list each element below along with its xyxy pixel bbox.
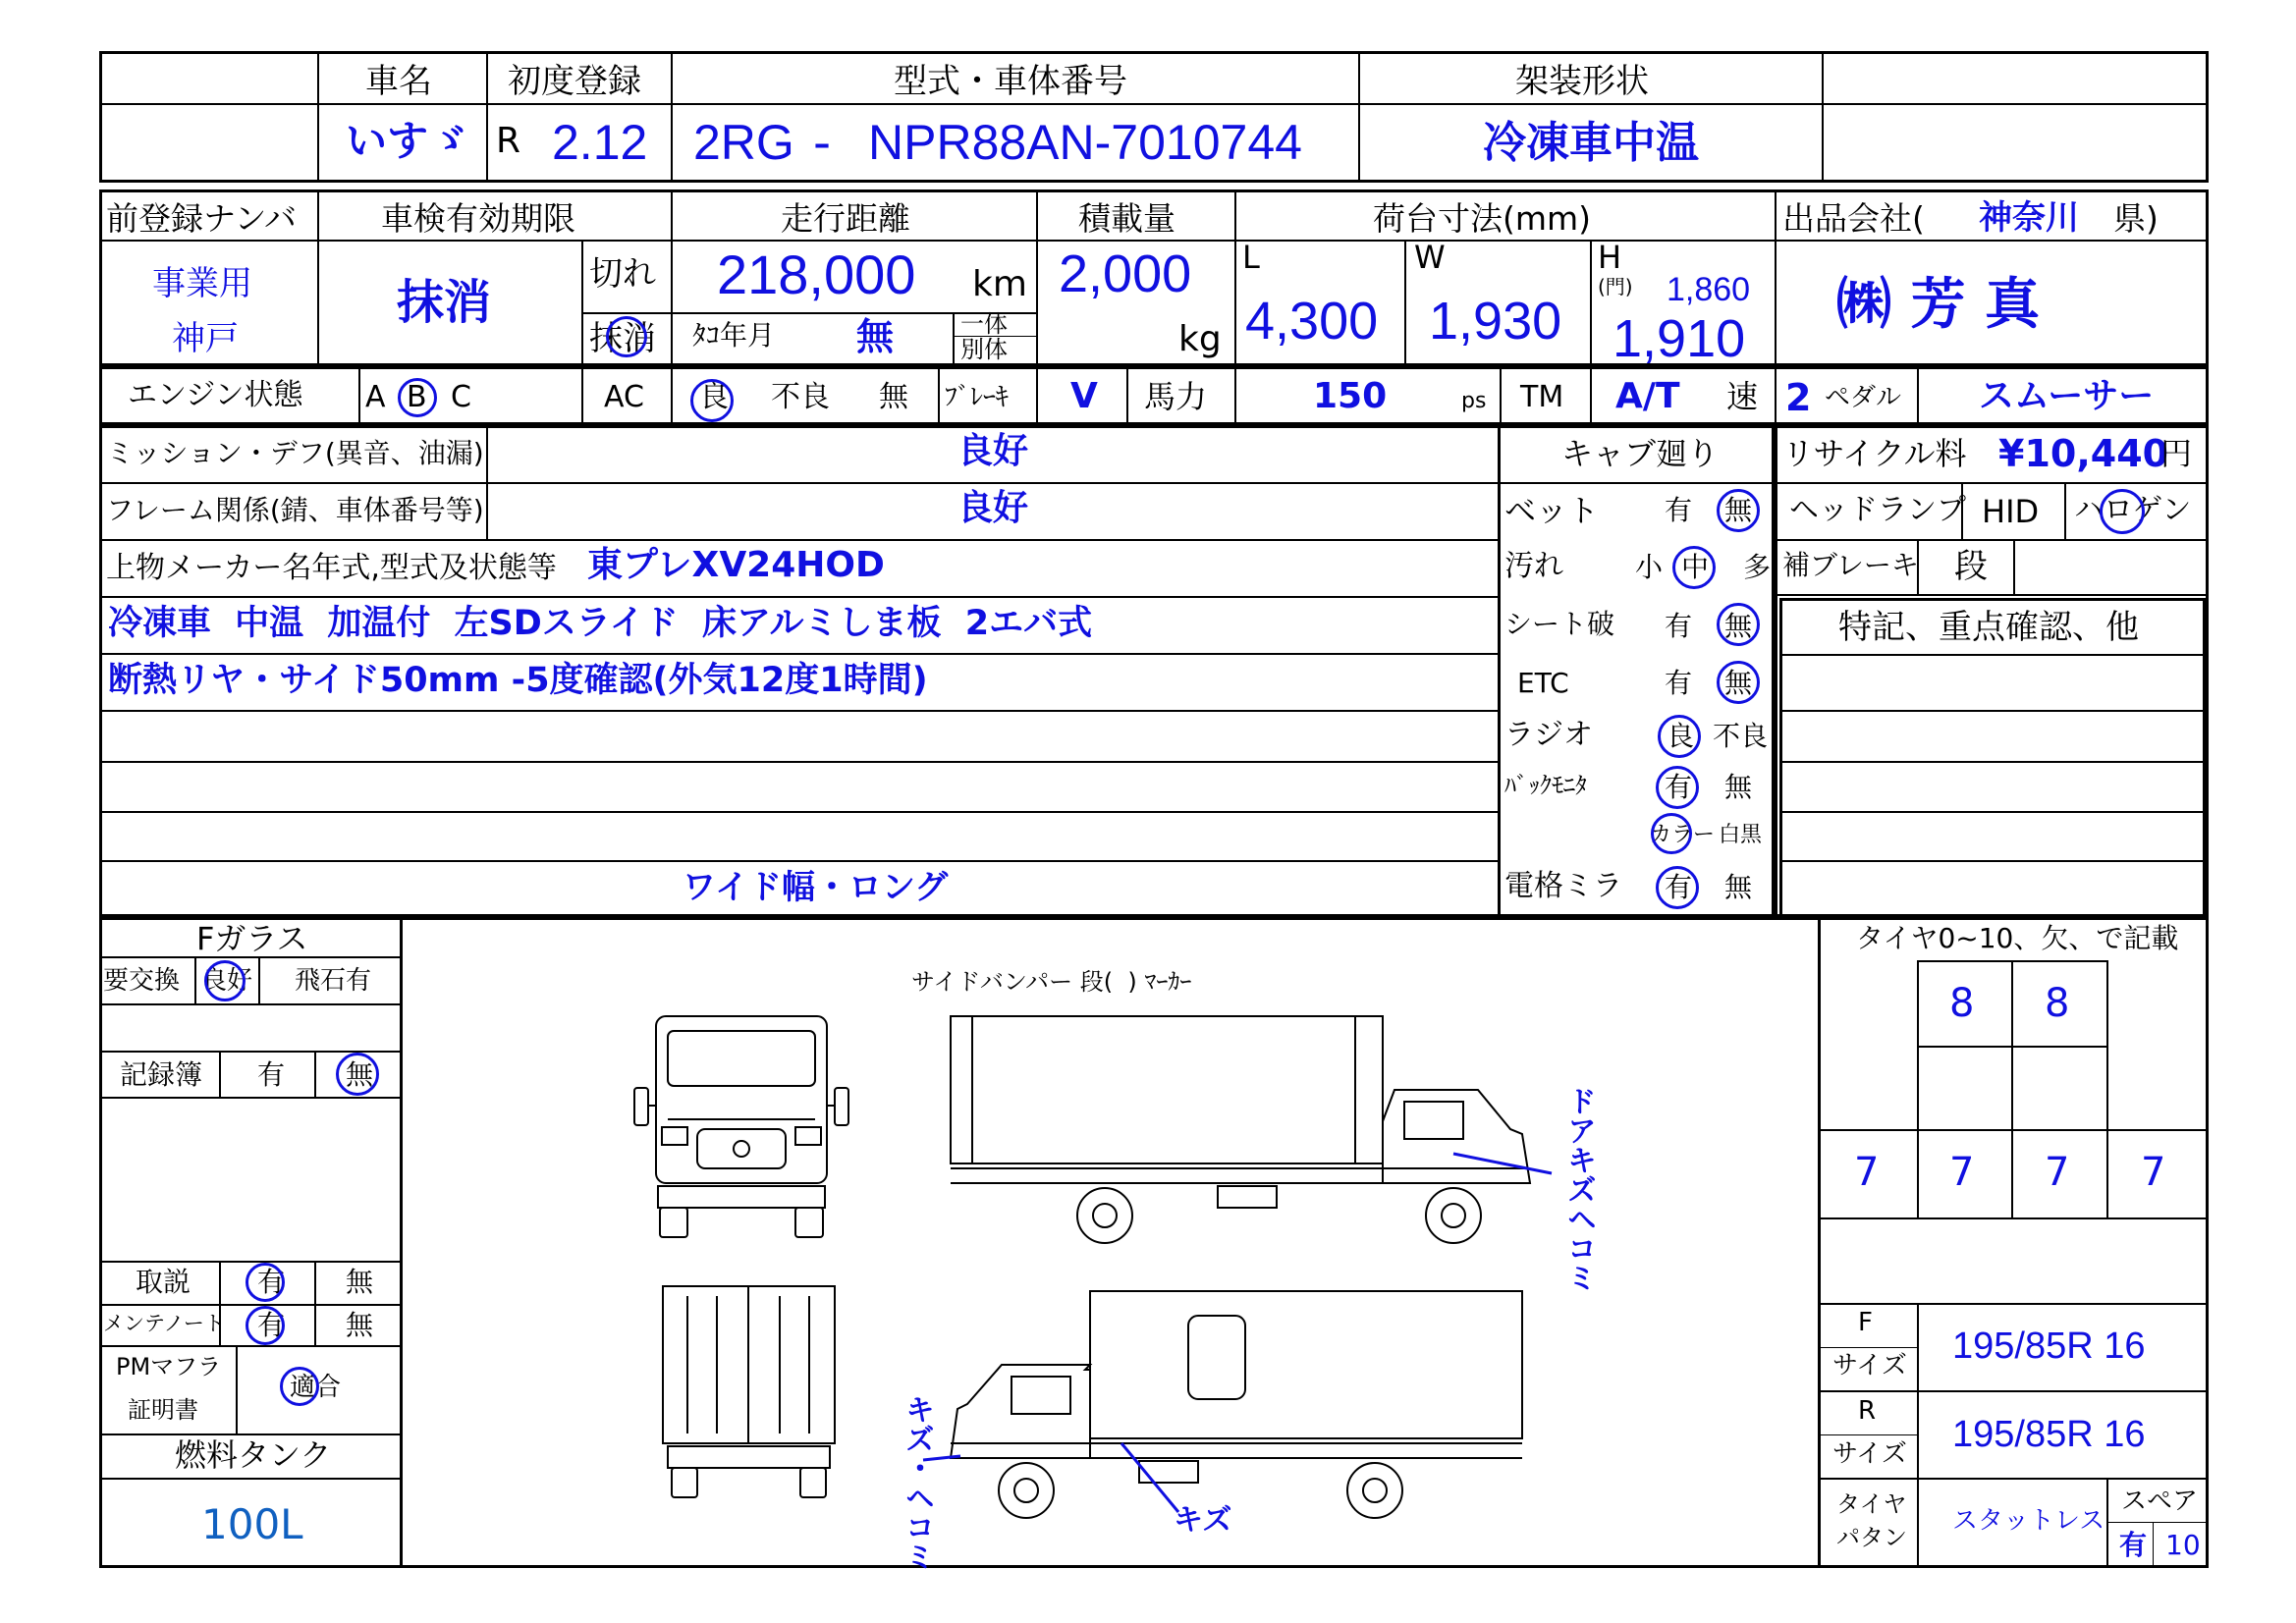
aux-brake-value: 段 — [1954, 547, 1988, 586]
betsutai-label: 別体 — [960, 336, 1008, 363]
first-registration-header: 初度登録 — [508, 62, 641, 101]
ac-bad: 不良 — [771, 380, 830, 414]
height-label: H — [1598, 239, 1622, 276]
radio-bad: 不良 — [1713, 720, 1769, 752]
manual-label: 取説 — [136, 1266, 191, 1298]
load-capacity-header: 積載量 — [1078, 199, 1175, 238]
fuel-tank-value: 100L — [201, 1500, 303, 1548]
description-line-3: ワイド幅・ロング — [683, 868, 949, 907]
engine-b-circle — [398, 378, 437, 417]
engine-grade-b: B — [407, 380, 427, 414]
maker-label: 上物メーカー名年式,型式及状態等 — [106, 551, 557, 585]
body-type: 冷凍車中温 — [1483, 118, 1699, 168]
pattern-label-1: タイヤ — [1836, 1490, 1907, 1518]
tm-label: TM — [1520, 380, 1564, 414]
fglass-good: 良好 — [201, 966, 253, 996]
etc-nashi: 無 — [1724, 667, 1753, 699]
left-damage-note: キズ・ヘコミ — [900, 1394, 934, 1571]
ac-none: 無 — [879, 380, 908, 414]
front-tire-size: 195/85R 16 — [1952, 1325, 2146, 1367]
mirror-ari-circle — [1656, 866, 1699, 909]
maint-ari-circle — [246, 1306, 285, 1345]
tire-rear-1: 7 — [1854, 1150, 1880, 1195]
monitor-color: カラー — [1650, 823, 1716, 847]
front-size-label: F — [1858, 1308, 1873, 1337]
maker-value: 東プレXV24HOD — [587, 545, 885, 585]
dirt-label: 汚れ — [1504, 549, 1563, 583]
cargo-height: 1,910 — [1613, 309, 1746, 368]
halogen-circle — [2100, 489, 2145, 534]
seller-header-prefix: 出品会社( — [1782, 199, 1925, 238]
width-label: W — [1414, 239, 1446, 276]
back-monitor-label: ﾊﾞｯｸﾓﾆﾀ — [1504, 772, 1587, 799]
headlamp-label: ヘッドランプ — [1789, 493, 1966, 527]
truck-right-side-view — [943, 1011, 1557, 1247]
scratch-note: キズ — [1174, 1503, 1232, 1538]
tire-rear-3: 7 — [2045, 1150, 2070, 1195]
maint-ari: 有 — [257, 1309, 286, 1341]
seller-company: ㈱ 芳 真 — [1836, 273, 2040, 337]
rear-size-caption: サイズ — [1832, 1439, 1907, 1469]
expired-label: 切れ — [589, 254, 656, 294]
speed-value: 2 — [1785, 376, 1812, 419]
brake-value: V — [1070, 376, 1098, 416]
fglass-chip: 飛石有 — [295, 966, 372, 996]
model-prefix: 2RG — [693, 115, 794, 170]
back-monitor-ari: 有 — [1665, 771, 1693, 803]
registration-date: 2.12 — [552, 115, 648, 170]
seat-label: シート破 — [1504, 608, 1615, 640]
canceled-label: 抹消 — [589, 319, 656, 358]
horsepower-value: 150 — [1313, 376, 1388, 416]
tire-front-left: 8 — [1949, 981, 1975, 1026]
pattern-label-2: パタン — [1836, 1524, 1907, 1551]
engine-label: エンジン状態 — [128, 378, 303, 412]
pm-compliant-circle — [280, 1367, 319, 1406]
dirt-small: 小 — [1635, 551, 1664, 583]
mirror-ari: 有 — [1665, 871, 1693, 903]
length-label: L — [1242, 239, 1260, 276]
body-type-header: 架装形状 — [1515, 62, 1649, 101]
etc-ari: 有 — [1665, 667, 1693, 699]
fglass-replace: 要交換 — [103, 966, 181, 996]
pedal-label: ペダル — [1825, 383, 1902, 412]
inspection-status: 抹消 — [397, 275, 492, 330]
cargo-width: 1,930 — [1429, 292, 1562, 351]
rear-size-label: R — [1858, 1396, 1877, 1426]
bed-label: ベット — [1504, 492, 1600, 529]
record-nashi: 無 — [346, 1058, 374, 1091]
load-value: 2,000 — [1059, 244, 1192, 303]
tire-pattern: スタットレス — [1952, 1506, 2105, 1536]
notes-title: 特記、重点確認、他 — [1838, 608, 2139, 647]
brake-label: ﾌﾞﾚｰｷ — [945, 383, 1010, 412]
bed-nashi: 無 — [1724, 494, 1753, 526]
engine-grade-c: C — [451, 380, 471, 414]
transmission-value: A/T — [1615, 376, 1680, 416]
manual-ari-circle — [246, 1263, 285, 1302]
recycle-fee: ¥10,440 — [1998, 432, 2169, 475]
gate-height-label: (門) — [1598, 275, 1633, 298]
model-header: 型式・車体番号 — [894, 62, 1127, 101]
era-label: R — [496, 121, 521, 161]
seat-ari: 有 — [1665, 610, 1693, 642]
etc-nashi-circle — [1717, 661, 1760, 704]
car-name-header: 車名 — [365, 62, 432, 101]
pm-cert-label: 証明書 — [128, 1396, 198, 1424]
tire-rear-2: 7 — [1949, 1150, 1975, 1195]
monitor-color-circle — [1651, 813, 1692, 854]
tire-title: タイヤ0~10、欠、で記載 — [1856, 922, 2179, 954]
radio-good-circle — [1658, 715, 1701, 758]
chassis-number: NPR88AN-7010744 — [868, 115, 1302, 170]
prev-plate-header: 前登録ナンバ — [106, 199, 298, 238]
frame-value: 良好 — [957, 488, 1029, 528]
ac-good: 良 — [699, 380, 729, 414]
mirror-nashi: 無 — [1724, 871, 1753, 903]
spare-has: 有 — [2119, 1529, 2148, 1561]
pedal-value: スムーサー — [1979, 376, 2155, 416]
headlamp-halogen: ハロゲン — [2074, 493, 2192, 527]
front-size-caption: サイズ — [1832, 1351, 1907, 1380]
inspection-expiry-header: 車検有効期限 — [381, 199, 575, 238]
recycle-yen: 円 — [2160, 435, 2193, 472]
cargo-dimensions-header: 荷台寸法(mm) — [1373, 199, 1592, 238]
cab-title: キャブ廻り — [1561, 435, 1720, 472]
dirt-mid-circle — [1672, 546, 1716, 589]
mission-value: 良好 — [957, 431, 1029, 471]
recycle-label: リサイクル料 — [1782, 435, 1967, 472]
mission-label: ミッション・デフ(異音、油漏) — [106, 437, 484, 469]
etc-label: ETC — [1517, 667, 1569, 699]
gate-height: 1,860 — [1667, 271, 1751, 308]
truck-rear-view — [658, 1281, 840, 1502]
spare-label: スペア — [2121, 1487, 2199, 1516]
car-name: いすゞ — [346, 117, 470, 165]
fglass-title: Fガラス — [196, 920, 308, 957]
record-nashi-circle — [336, 1053, 379, 1096]
fglass-good-circle — [204, 960, 246, 1001]
speed-label: 速 — [1726, 378, 1759, 415]
engine-grade-a: A — [365, 380, 386, 414]
horsepower-unit: ps — [1461, 389, 1487, 413]
bed-ari: 有 — [1665, 494, 1693, 526]
mileage-header: 走行距離 — [781, 199, 910, 238]
maint-label: メンテノート — [103, 1312, 225, 1335]
seller-prefecture: 神奈川 — [1979, 198, 2079, 238]
maint-nashi: 無 — [346, 1309, 374, 1341]
radio-good: 良 — [1667, 720, 1695, 752]
plate-usage: 事業用 — [152, 264, 252, 303]
frame-label: フレーム関係(錆、車体番号等) — [106, 494, 484, 526]
monitor-mono: 白黒 — [1719, 823, 1763, 847]
ittai-label: 一体 — [960, 310, 1008, 338]
mileage-unit: km — [972, 264, 1027, 304]
tire-rear-4: 7 — [2141, 1150, 2166, 1195]
headlamp-hid: HID — [1982, 493, 2040, 530]
plate-area: 神戸 — [172, 319, 239, 358]
horsepower-label: 馬力 — [1144, 378, 1208, 415]
fuel-tank-label: 燃料タンク — [175, 1436, 332, 1474]
aux-brake-label: 補ブレーキ — [1782, 549, 1919, 581]
pm-compliant: 適合 — [290, 1373, 342, 1402]
ac-label: AC — [604, 380, 644, 414]
description-line-2: 断熱リヤ・サイド50mm -5度確認(外気12度1時間) — [108, 661, 928, 700]
canceled-circle — [606, 316, 647, 357]
bumper-label: サイドバンパー 段( ) ﾏｰｶｰ — [911, 968, 1192, 996]
manual-ari: 有 — [257, 1266, 286, 1298]
dirt-many: 多 — [1743, 551, 1772, 583]
manual-nashi: 無 — [346, 1266, 374, 1298]
ac-good-circle — [690, 379, 734, 422]
record-label: 記録簿 — [120, 1058, 203, 1091]
rear-tire-size: 195/85R 16 — [1952, 1414, 2146, 1455]
back-monitor-ari-circle — [1656, 766, 1699, 809]
tire-front-right: 8 — [2045, 981, 2070, 1026]
tacho-value: 無 — [856, 315, 895, 358]
tire-section — [1818, 917, 2209, 1568]
model-dash: - — [813, 114, 832, 171]
bed-nashi-circle — [1717, 489, 1760, 532]
dirt-mid: 中 — [1681, 551, 1710, 583]
back-monitor-nashi: 無 — [1724, 771, 1753, 803]
pm-muffler-label: PMマフラ — [116, 1353, 222, 1380]
radio-label: ラジオ — [1504, 718, 1593, 752]
record-ari: 有 — [257, 1058, 286, 1091]
door-damage-note: ドアキズヘコミ — [1561, 1086, 1596, 1292]
tacho-label: ﾀｺ年月 — [692, 319, 776, 352]
mirror-label: 電格ミラ — [1504, 869, 1622, 903]
door-damage-pointer — [1444, 1144, 1561, 1183]
spare-value: 10 — [2165, 1529, 2201, 1561]
truck-front-view — [629, 1011, 854, 1242]
cargo-length: 4,300 — [1245, 292, 1379, 351]
seller-header-suffix: 県) — [2113, 199, 2159, 238]
description-line-1: 冷凍車 中温 加温付 左SDスライド 床アルミしま板 2エバ式 — [108, 604, 1093, 643]
seat-nashi-circle — [1717, 603, 1760, 646]
mileage-value: 218,000 — [717, 243, 916, 305]
seat-nashi: 無 — [1724, 610, 1753, 642]
damage-pointers — [913, 1438, 1188, 1527]
load-unit: kg — [1178, 319, 1222, 359]
